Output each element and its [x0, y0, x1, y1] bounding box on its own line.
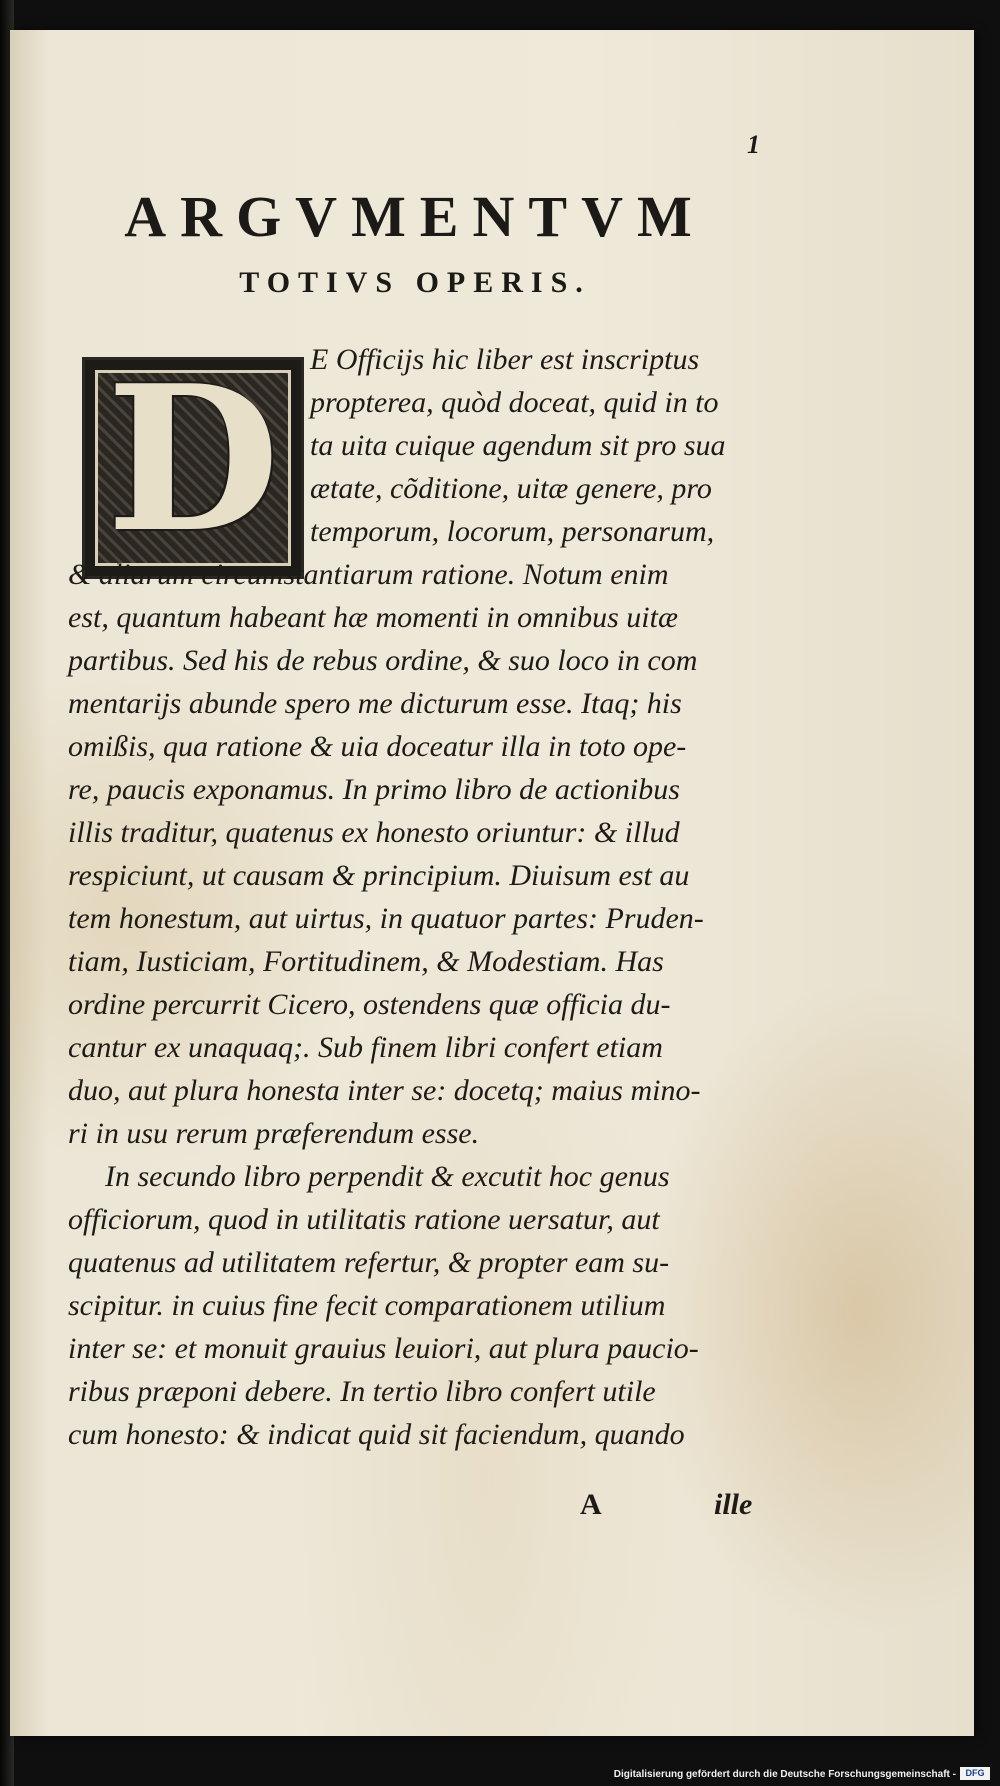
folio-number: 1	[747, 130, 760, 159]
book-page	[10, 30, 974, 1736]
text-line: re, paucis exponamus. In primo libro de actionibus	[68, 773, 680, 806]
text-line: cum honesto: & indicat quid sit faciendum, quando	[68, 1418, 685, 1451]
digitization-credit: Digitalisierung gefördert durch die Deutsche Forschungsgemeinschaft -	[613, 1769, 956, 1780]
text-line: tem honestum, aut uirtus, in quatuor partes: Pruden-	[68, 902, 704, 935]
text-line: propterea, quòd doceat, quid in to	[310, 386, 719, 419]
catchword: ille	[714, 1488, 753, 1521]
initial-letter: D	[106, 342, 280, 577]
page-title: ARGVMENTVM	[124, 184, 706, 249]
text-line: tiam, Iusticiam, Fortitudinem, & Modestiam. Has	[68, 945, 664, 978]
text-line: partibus. Sed his de rebus ordine, & suo loco in com	[68, 644, 698, 677]
text-line: respiciunt, ut causam & principium. Diuisum est au	[68, 859, 690, 892]
text-line: quatenus ad utilitatem refertur, & propter eam su-	[68, 1246, 670, 1279]
text-line: officiorum, quod in utilitatis ratione uersatur, aut	[68, 1203, 660, 1236]
text-line: illis traditur, quatenus ex honesto oriuntur: & illud	[68, 816, 680, 849]
text-line: ætate, cõditione, uitæ genere, pro	[310, 472, 712, 505]
text-line: temporum, locorum, personarum,	[310, 515, 715, 548]
signature-mark: A	[580, 1488, 602, 1521]
text-line: mentarijs abunde spero me dicturum esse. Itaq; his	[68, 687, 682, 720]
text-line: ribus præponi debere. In tertio libro confert utile	[68, 1375, 656, 1408]
text-line: ordine percurrit Cicero, ostendens quæ officia du-	[68, 988, 671, 1021]
text-line: E Officijs hic liber est inscriptus	[310, 343, 700, 376]
text-line: est, quantum habeant hæ momenti in omnibus uitæ	[68, 601, 678, 634]
text-line: inter se: et monuit grauius leuiori, aut plura paucio-	[68, 1332, 699, 1365]
text-line: & aliarum circumstantiarum ratione. Notum enim	[68, 558, 669, 591]
text-line: cantur ex unaquaq;. Sub finem libri confert etiam	[68, 1031, 663, 1064]
dfg-logo: DFG	[960, 1767, 990, 1780]
text-line: scipitur. in cuius fine fecit comparationem utilium	[68, 1289, 666, 1322]
page-subtitle: TOTIVS OPERIS.	[239, 266, 591, 299]
decorated-initial	[82, 342, 304, 579]
text-line: ri in usu rerum præferendum esse.	[68, 1117, 480, 1150]
text-line: omißis, qua ratione & uia doceatur illa in toto ope-	[68, 730, 687, 763]
text-line: duo, aut plura honesta inter se: docetq; maius mino-	[68, 1074, 701, 1107]
text-line: In secundo libro perpendit & excutit hoc genus	[105, 1160, 670, 1193]
text-line: ta uita cuique agendum sit pro sua	[310, 429, 726, 462]
